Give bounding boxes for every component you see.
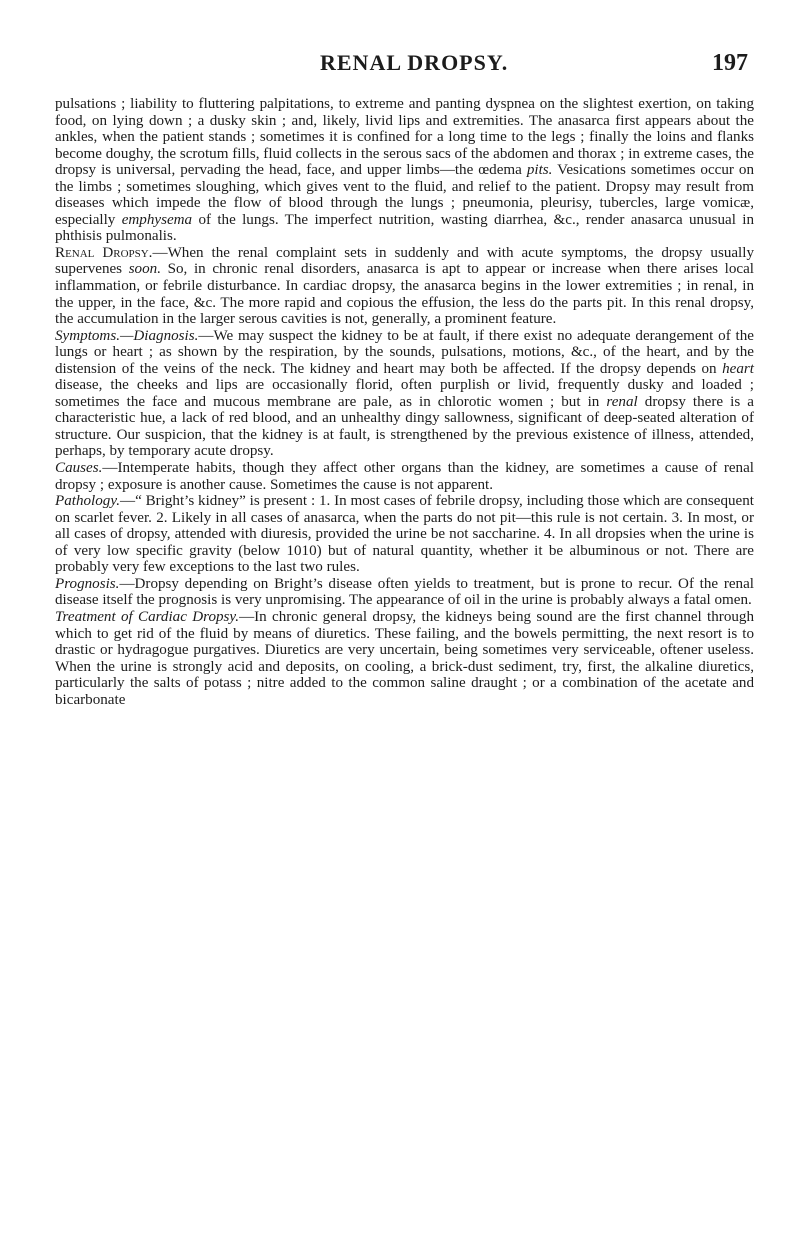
page-header: [92, 50, 748, 84]
paragraph-renal-dropsy: [55, 245, 754, 328]
paragraph-prognosis: [55, 576, 754, 609]
italic-run: soon.: [128, 261, 161, 278]
italic-run: emphysema: [121, 211, 193, 228]
italic-run: Treatment of Cardiac Dropsy.: [55, 608, 240, 625]
italic-run: heart: [722, 360, 754, 377]
body-text: [55, 96, 754, 708]
paragraph-causes: [55, 460, 754, 493]
running-head: RENAL DROPSY.: [320, 50, 509, 75]
italic-run: pits.: [526, 162, 553, 179]
text-run: of the lungs. The imperfect nutrition, wasting diarrhea, &c., render anasarca unusual in phthisis pulmonalis.: [55, 211, 754, 245]
text-run: —In chronic general dropsy, the kidneys being sound are the first channel through which to get rid of the fluid by means of diuretics. These failing, and the bowels permitting, the next resort is to drastic or hydragogue purgatives. Diuretics are very uncertain, being sometimes very serviceable, oftener useless. When the urine is strongly acid and deposits, on cooling, a brick-dust sediment, try, first, the alkaline diuretics, particularly the salts of potass ; nitre added to the common saline draught ; or a combination of the acetate and bicarbonate: [55, 608, 755, 708]
page-number: 197: [712, 50, 748, 76]
text-run: —When the renal complaint sets in suddenly and with acute symptoms, the dropsy usually supervenes: [55, 244, 754, 278]
small-caps-run: Renal Dropsy.: [55, 244, 153, 261]
italic-run: Pathology.: [55, 493, 120, 510]
paragraph-pathology: [55, 493, 754, 576]
text-run: pulsations ; liability to fluttering palpitations, to extreme and panting dyspnea on the slightest exertion, on taking food, on lying down ; a dusky skin ; and, likely, livid lips and extremities. The anasarca first appears about the ankles, when the patient stands ; sometimes it is confined for a long time to the legs ; finally the loins and flanks become doughy, the scrotum fills, fluid collects in the serous sacs of the abdomen and thorax ; in extreme cases, the dropsy is universal, pervading the head, face, and upper limbs—the œdema: [55, 96, 754, 179]
italic-run: renal: [606, 393, 638, 410]
italic-run: Symptoms.—Diagnosis.: [55, 327, 199, 344]
text-run: dropsy there is a characteristic hue, a lack of red blood, and an unhealthy dingy sallowness, significant of deep-seated alteration of structure. Our suspicion, that the kidney is at fault, is strengthened by the previous existence of illness, attended, perhaps, by temporary acute dropsy.: [55, 393, 754, 460]
italic-run: Causes.: [55, 460, 103, 477]
text-run: —“ Bright’s kidney” is present : 1. In most cases of febrile dropsy, including those which are consequent on scarlet fever. 2. Likely in all cases of anasarca, when the parts do not pit—this rule is not certain. 3. In most, or all cases of dropsy, attended with diuresis, provided the urine be not saccharine. 4. In all dropsies when the urine is of very low specific gravity (below 1010) but of natural quantity, whether it be albuminous or not. There are probably very few exceptions to the last two rules.: [55, 493, 754, 576]
paragraph-1: [55, 96, 754, 245]
text-run: So, in chronic renal disorders, anasarca is apt to appear or increase when there arises local inflammation, or febrile disturbance. In cardiac dropsy, the anasarca begins in the lower extremities ; in renal, in the upper, in the face, &c. The more rapid and copious the effusion, the less do the parts pit. In this renal dropsy, the accumulation in the larger serous cavities is not, generally, a prominent feature.: [55, 261, 754, 328]
text-run: —We may suspect the kidney to be at fault, if there exist no adequate derangement of the lungs or heart ; as shown by the respiration, by the sounds, pulsations, motions, &c., of the heart, and by the distension of the veins of the neck. The kidney and heart may both be affected. If the dropsy depends on: [55, 327, 754, 377]
text-run: Vesications sometimes occur on the limbs ; sometimes sloughing, which gives vent to the fluid, and relief to the patient. Dropsy may result from diseases which impede the flow of blood through the lungs ; pneumonia, pleurisy, tubercles, large vomicæ, especially: [55, 162, 754, 228]
text-run: —Dropsy depending on Bright’s disease often yields to treatment, but is prone to recur. Of the renal disease itself the prognosis is very unpromising. The appearance of oil in the urine is probably always a fatal omen.: [55, 575, 754, 609]
paragraph-treatment-cardiac-dropsy: [55, 609, 754, 708]
text-run: disease, the cheeks and lips are occasionally florid, often purplish or livid, frequently dusky and loaded ; sometimes the face and mucous membrane are pale, as in chlorotic women ; but in: [55, 377, 754, 410]
paragraph-symptoms-diagnosis: [55, 328, 754, 460]
italic-run: Prognosis.: [55, 575, 120, 592]
text-run: —Intemperate habits, though they affect other organs than the kidney, are sometimes a cause of renal dropsy ; exposure is another cause. Sometimes the cause is not apparent.: [55, 460, 754, 493]
